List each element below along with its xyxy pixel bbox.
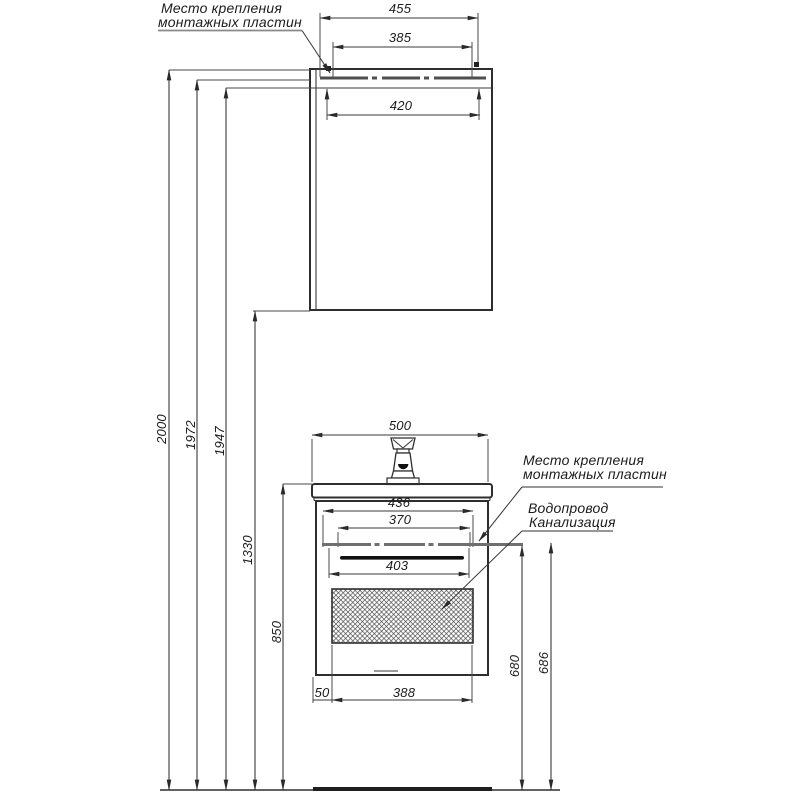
dim-50-label: 50: [314, 685, 330, 700]
floor-line: [160, 789, 560, 790]
top-dimensions: [320, 1, 480, 120]
dim-500-label: 500: [388, 418, 412, 433]
water-supply-label: Водопровод: [528, 500, 609, 516]
callout-mounting-plates-top: [158, 0, 330, 73]
dim-850-label: 850: [269, 620, 284, 644]
dim-388-label: 388: [392, 685, 416, 700]
sewerage-label: Канализация: [529, 514, 616, 530]
dim-370-label: 370: [388, 512, 412, 527]
dim-455-label: 455: [388, 1, 412, 16]
left-dimensions: [154, 70, 312, 790]
mounting-plates-top-line1: Место крепления: [161, 0, 283, 16]
dim-2000-label: 2000: [154, 414, 169, 444]
mounting-plates-right-line2: монтажных пластин: [523, 466, 667, 482]
dim-680-label: 680: [507, 654, 522, 678]
dim-1947-label: 1947: [212, 426, 227, 456]
mounting-plate-marker-right: [474, 62, 479, 67]
dim-403-label: 403: [385, 558, 409, 573]
dim-1972-label: 1972: [183, 420, 198, 450]
mounting-plates-right-line1: Место крепления: [523, 452, 645, 468]
right-dimensions: [507, 543, 551, 790]
dim-436-label: 436: [387, 495, 411, 510]
faucet: [387, 438, 419, 485]
vanity-cabinet-body: [316, 501, 488, 675]
dim-420-label: 420: [389, 98, 413, 113]
dim-686-label: 686: [536, 651, 551, 675]
vanity-unit: [312, 418, 523, 678]
drawer-front-hatched: [332, 589, 473, 643]
dim-385-label: 385: [388, 30, 412, 45]
dim-1330-label: 1330: [240, 535, 255, 565]
mounting-plates-top-line2: монтажных пластин: [158, 14, 302, 30]
